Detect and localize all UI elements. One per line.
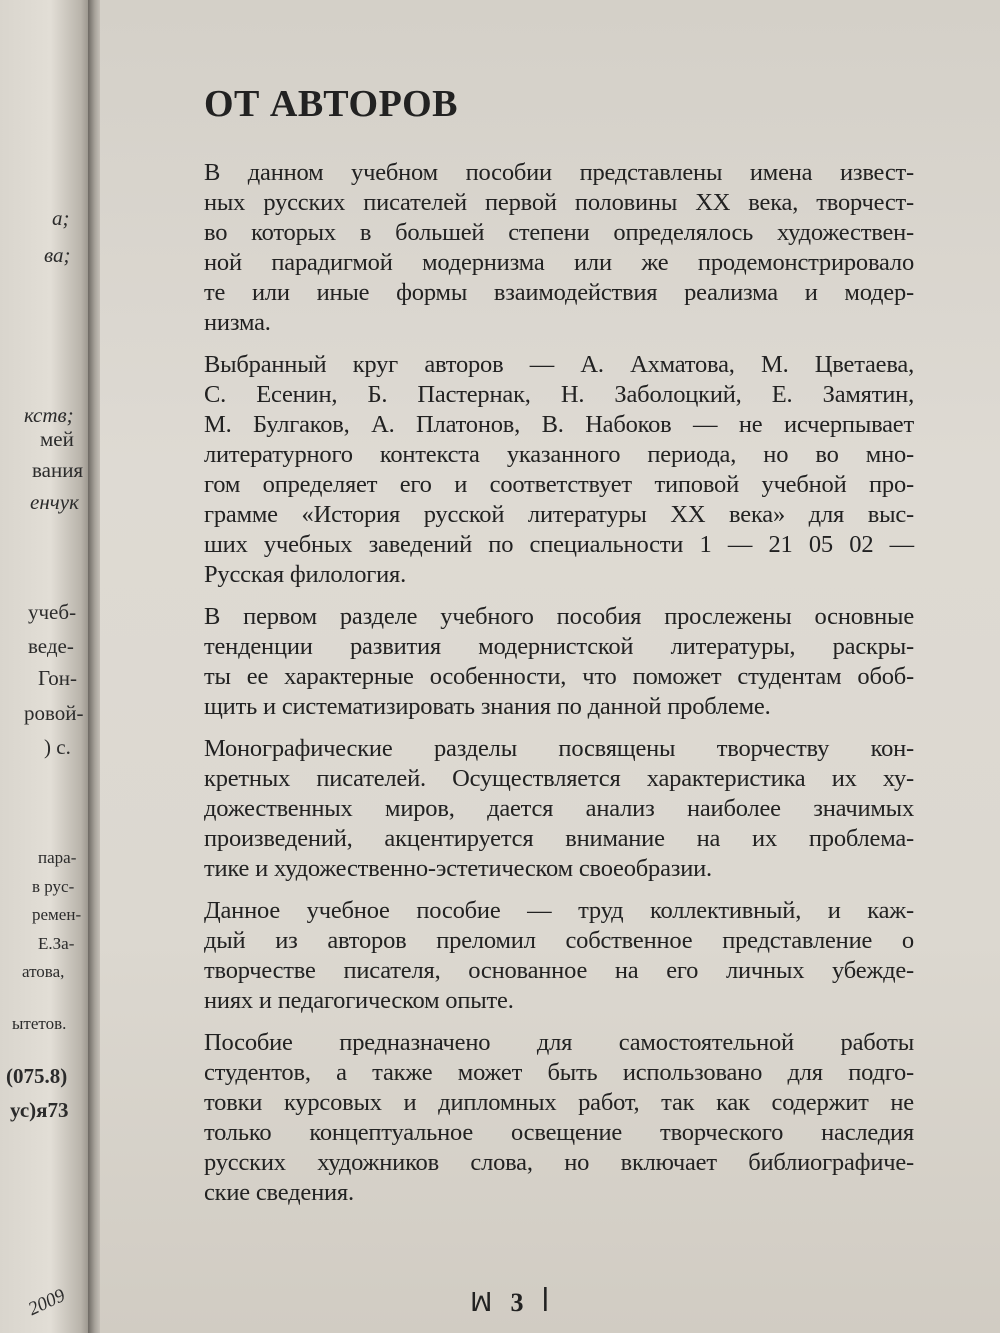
left-page-edge [0, 0, 92, 1333]
paragraph [204, 158, 914, 338]
text-line: ных русских писателей первой половины XX века, творчест- [204, 189, 914, 216]
left-ornament-icon: ꟽ [470, 1288, 493, 1318]
text-line: студентов, а также может быть использовано для подго- [204, 1059, 914, 1086]
text-line: товки курсовых и дипломных работ, так как содержит не [204, 1089, 914, 1116]
left-fragment: енчук [30, 490, 79, 514]
left-fragment: атова, [22, 962, 65, 981]
left-fragment: ва; [44, 243, 71, 267]
page-title: ОТ АВТОРОВ [204, 83, 458, 125]
left-fragment: ус)я73 [10, 1098, 69, 1122]
text-line: ские сведения. [204, 1179, 354, 1206]
left-fragment: а; [52, 206, 70, 230]
text-line: Данное учебное пособие — труд коллективный, и каж- [204, 897, 914, 924]
text-line: те или иные формы взаимодействия реализма и модер- [204, 279, 914, 306]
book-page [100, 0, 1000, 1333]
text-line: литературного контекста указанного периода, но во мно- [204, 441, 914, 468]
text-line: только концептуальное освещение творческого наследия [204, 1119, 914, 1146]
text-line: Пособие предназначено для самостоятельной работы [204, 1029, 914, 1056]
left-fragment: ытетов. [12, 1014, 67, 1033]
text-line: ты ее характерные особенности, что поможет студентам обоб- [204, 663, 914, 690]
left-fragment: Гон- [38, 666, 78, 690]
text-line: В данном учебном пособии представлены имена извест- [204, 159, 914, 186]
left-fragment: веде- [28, 634, 74, 658]
paragraph [204, 350, 914, 590]
text-line: произведений, акцентируется внимание на их проблема- [204, 825, 914, 852]
text-line: тике и художественно-эстетическом своеобразии. [204, 855, 712, 882]
text-line: творчестве писателя, основанное на его личных убежде- [204, 957, 914, 984]
right-ornament-icon: ꟾ [541, 1288, 550, 1318]
left-fragment: в рус- [32, 877, 75, 896]
paragraph [204, 734, 914, 884]
text-line: ной парадигмой модернизма или же продемонстрировало [204, 249, 914, 276]
text-line: русских художников слова, но включает библиографиче- [204, 1149, 914, 1176]
text-line: щить и систематизировать знания по данной проблеме. [204, 693, 771, 720]
text-line: тенденции развития модернистской литературы, раскры- [204, 633, 914, 660]
text-line: дый из авторов преломил собственное представление о [204, 927, 914, 954]
page-footer [470, 1288, 549, 1318]
text-line: С. Есенин, Б. Пастернак, Н. Заболоцкий, Е. Замятин, [204, 381, 914, 408]
left-fragment: вания [32, 458, 84, 482]
text-line: гом определяет его и соответствует типовой учебной про- [204, 471, 914, 498]
left-fragment: 2009 [25, 1285, 69, 1321]
page-number: 3 [510, 1288, 524, 1317]
left-fragment: ровой- [24, 701, 84, 725]
text-line: низма. [204, 309, 271, 336]
left-fragment: учеб- [28, 600, 77, 624]
text-line: ниях и педагогическом опыте. [204, 987, 514, 1014]
body-text [204, 158, 914, 1220]
left-fragment: пара- [38, 848, 77, 867]
text-line: Выбранный круг авторов — А. Ахматова, М. Цветаева, [204, 351, 914, 378]
left-fragment: (075.8) [6, 1064, 68, 1088]
left-fragment: ) с. [44, 735, 71, 759]
text-line: во которых в большей степени определялось художествен- [204, 219, 914, 246]
paragraph [204, 1028, 914, 1208]
left-fragment: мей [40, 427, 74, 451]
text-line: Монографические разделы посвящены творчеству кон- [204, 735, 914, 762]
paragraph [204, 896, 914, 1016]
text-line: М. Булгаков, А. Платонов, В. Набоков — не исчерпывает [204, 411, 914, 438]
text-line: дожественных миров, дается анализ наиболее значимых [204, 795, 914, 822]
left-fragment: Е.За- [38, 934, 75, 953]
left-fragment: ремен- [32, 905, 82, 924]
text-line: В первом разделе учебного пособия прослежены основные [204, 603, 914, 630]
text-line: грамме «История русской литературы XX века» для выс- [204, 501, 914, 528]
text-line: Русская филология. [204, 561, 406, 588]
text-line: кретных писателей. Осуществляется характеристика их ху- [204, 765, 914, 792]
paragraph [204, 602, 914, 722]
text-line: ших учебных заведений по специальности 1 — 21 05 02 — [204, 531, 914, 558]
left-fragment: кств; [24, 403, 74, 427]
